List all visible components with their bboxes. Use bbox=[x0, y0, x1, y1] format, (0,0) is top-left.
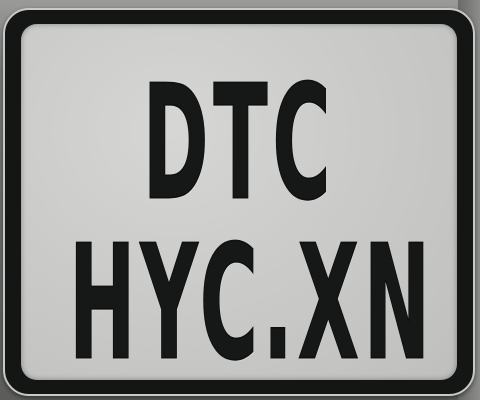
plate-face bbox=[21, 24, 457, 380]
license-plate bbox=[3, 8, 475, 396]
plate-line-2: HYC.XN bbox=[68, 212, 435, 380]
plate-line-1: DTC bbox=[142, 52, 336, 237]
